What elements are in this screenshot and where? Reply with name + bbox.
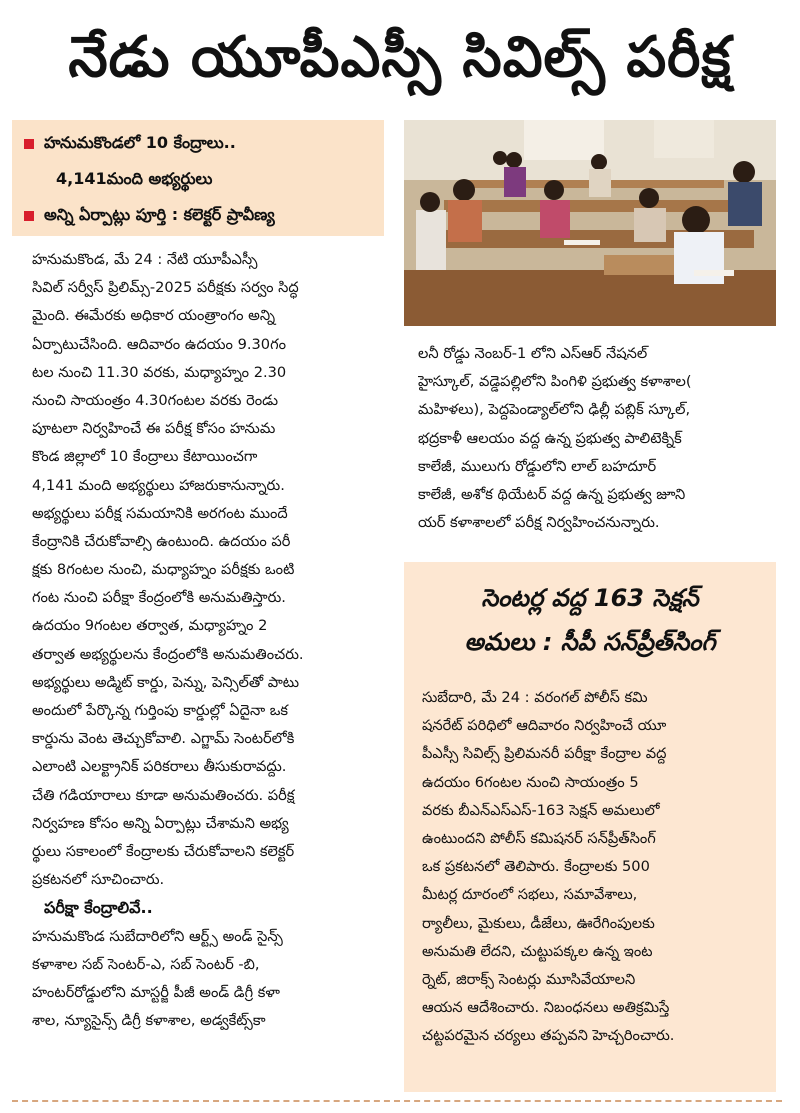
text-line: భద్రకాళీ ఆలయం వద్ద ఉన్న ప్రభుత్వ పాలిటెక్నిక్: [418, 429, 682, 447]
text-line: గంట నుంచి పరీక్షా కేంద్రంలోకి అనుమతిస్తారు.: [32, 589, 286, 607]
bullet-icon: [24, 211, 34, 221]
side-story-box: [404, 562, 776, 1092]
text-line: కొండ జిల్లాలో 10 కేంద్రాలు కేటాయించగా: [32, 448, 258, 466]
text-line: సివిల్ సర్వీస్ ప్రిలిమ్స్-2025 పరీక్షకు సర్వం సిద్ధ: [32, 279, 299, 297]
text-line: అందులో పేర్కొన్న గుర్తింపు కార్డుల్లో ఏదైనా ఒక: [32, 702, 289, 719]
side-story-headline: [404, 576, 776, 664]
highlight-item: [24, 204, 275, 226]
text-line: సుబేదారి, మే 24 : వరంగల్ పోలీస్ కమి: [422, 689, 648, 706]
side-headline-line: సెంటర్ల వద్ద 163 సెక్షన్: [481, 584, 699, 612]
text-line: హనుమకొండ సుబేదారిలోని ఆర్ట్స్ అండ్ సైన్స్: [32, 927, 283, 945]
text-line: అభ్యర్థులు పరీక్ష సమయానికి అరగంట ముందే: [32, 504, 288, 522]
text-line: క్షకు 8గంటల నుంచి, మధ్యాహ్నం పరీక్షకు ఒంటి: [32, 561, 295, 579]
subheading: పరీక్షా కేంద్రాలివే..: [44, 898, 153, 918]
text-line: మీటర్ల దూరంలో సభలు, సమావేశాలు,: [422, 886, 638, 904]
article-left-column: [32, 246, 386, 1035]
text-line: నిర్వహణ కోసం అన్ని ఏర్పాట్లు చేశామని అభ్య: [32, 814, 289, 832]
exam-hall-photo: [404, 120, 776, 326]
text-line: లనీ రోడ్డు నెంబర్-1 లోని ఎస్ఆర్ నేషనల్: [418, 345, 648, 362]
text-line: ఒక ప్రకటనలో తెలిపారు. కేంద్రాలకు 500: [422, 858, 650, 876]
text-line: ఉదయం 6గంటల నుంచి సాయంత్రం 5: [422, 773, 639, 791]
text-line: హంటర్‌రోడ్డులోని మాస్టర్జీ పీజీ అండ్ డిగ్రీ కళా: [32, 983, 280, 1001]
text-line: చేతి గడియారాలు కూడా అనుమతించరు. పరీక్ష: [32, 786, 295, 804]
highlight-text: అన్ని ఏర్పాట్లు పూర్తి : కలెక్టర్ ప్రావీణ్య: [44, 205, 275, 224]
text-line: ర్థులు సకాలంలో కేంద్రాలకు చేరుకోవాలని కలెక్టర్: [32, 842, 295, 860]
side-story-body: [422, 684, 766, 1050]
headline: నేడు యూపీఎస్సీ సివిల్స్ పరీక్ష: [68, 25, 732, 90]
text-line: మైంది. ఈమేరకు అధికార యంత్రాంగం అన్ని: [32, 307, 276, 325]
highlight-text: 4,141మంది అభ్యర్థులు: [56, 169, 213, 188]
side-headline-line: అమలు : సీపీ సన్‌ప్రీత్‌సింగ్: [464, 628, 716, 656]
text-line: కళాశాల సబ్ సెంటర్-ఎ, సబ్ సెంటర్ -బి,: [32, 955, 260, 973]
text-line: కాలేజీ, ములుగు రోడ్డులోని లాల్ బహదూర్: [418, 457, 657, 475]
text-line: నుంచి సాయంత్రం 4.30గంటల వరకు రెండు: [32, 391, 279, 409]
text-line: తర్వాత అభ్యర్థులను కేంద్రంలోకి అనుమతించరు.: [32, 645, 304, 663]
text-line: హనుమకొండ, మే 24 : నేటి యూపీఎస్సీ: [32, 251, 258, 268]
text-line: 4,141 మంది అభ్యర్థులు హాజరుకానున్నారు.: [32, 476, 285, 494]
highlight-item: [56, 168, 212, 190]
text-line: ర్యాలీలు, మైకులు, డీజేలు, ఊరేగింపులకు: [422, 914, 655, 932]
highlight-text: హనుమకొండలో 10 కేంద్రాలు..: [44, 133, 236, 152]
text-line: ఏర్పాటుచేసింది. ఆదివారం ఉదయం 9.30గం: [32, 335, 286, 353]
text-line: టల నుంచి 11.30 వరకు, మధ్యాహ్నం 2.30: [32, 363, 287, 381]
text-line: ఉంటుందని పోలీస్ కమిషనర్ సన్‌ప్రీత్‌సింగ్: [422, 829, 656, 847]
highlights-box: [12, 120, 384, 236]
bullet-icon: [24, 139, 34, 149]
text-line: కాలేజీ, అశోక థియేటర్ వద్ద ఉన్న ప్రభుత్వ జూని: [418, 485, 686, 503]
text-line: ఆయన ఆదేశించారు. నిబంధనలు అతిక్రమిస్తే: [422, 999, 670, 1017]
text-line: ఉదయం 9గంటల తర్వాత, మధ్యాహ్నం 2: [32, 617, 268, 635]
text-line: షనరేట్ పరిధిలో ఆదివారం నిర్వహించే యూ: [422, 717, 667, 735]
text-line: ప్రకటనలో సూచించారు.: [32, 871, 165, 889]
text-line: యర్ కళాశాలలో పరీక్ష నిర్వహించనున్నారు.: [418, 514, 660, 532]
article-right-column: [418, 340, 776, 537]
text-line: కార్డును వెంట తెచ్చుకోవాలి. ఎగ్జామ్ సెంటర్‌లోకి: [32, 730, 295, 748]
text-line: అభ్యర్థులు అడ్మిట్ కార్డు, పెన్ను, పెన్సిల్‌తో పాటు: [32, 673, 300, 691]
highlight-item: [24, 132, 236, 154]
text-line: కేంద్రానికి చేరుకోవాల్సి ఉంటుంది. ఉదయం పరీ: [32, 532, 291, 550]
text-line: చట్టపరమైన చర్యలు తప్పవని హెచ్చరించారు.: [422, 1027, 675, 1045]
text-line: పూటలా నిర్వహించే ఈ పరీక్ష కోసం హనుమ: [32, 420, 276, 438]
text-line: హైస్కూల్, వడ్డెపల్లిలోని పింగిళి ప్రభుత్వ కళాశాల(: [418, 373, 692, 391]
text-line: శాల, న్యూసైన్స్ డిగ్రీ కళాశాల, అడ్వకేట్స్‌కా: [32, 1012, 266, 1030]
bottom-divider: [12, 1100, 782, 1102]
text-line: ర్నెట్, జిరాక్స్ సెంటర్లు మూసివేయాలని: [422, 970, 636, 988]
text-line: అనుమతి లేదని, చుట్టుపక్కల ఉన్న ఇంట: [422, 942, 653, 960]
text-line: మహిళలు), పెద్దపెండ్యాల్‌లోని ఢిల్లీ పబ్లిక్ స్కూల్,: [418, 401, 691, 419]
text-line: పీఎస్సీ సివిల్స్ ప్రిలిమనరీ పరీక్షా కేంద్రాల వద్ద: [422, 745, 667, 763]
text-line: వరకు బీఎన్ఎస్ఎస్-163 సెక్షన్ అమలులో: [422, 801, 660, 819]
text-line: ఎలాంటి ఎలక్ట్రానిక్ పరికరాలు తీసుకురావద్దు.: [32, 758, 287, 776]
